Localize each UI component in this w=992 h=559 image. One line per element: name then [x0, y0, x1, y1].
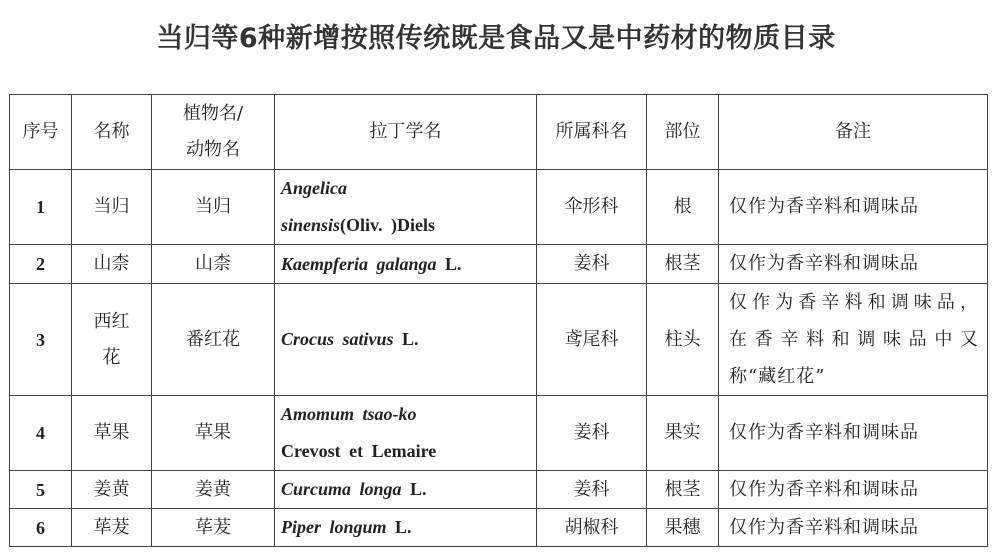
- cell-name: 当归: [72, 170, 152, 245]
- cell-plant-name: 姜黄: [152, 471, 275, 509]
- note-line3: 称“藏红花”: [729, 366, 826, 387]
- cell-note: 仅作为香辛料和调味品: [719, 471, 988, 509]
- cell-family: 胡椒科: [537, 509, 647, 547]
- latin-species: sinensis: [281, 215, 341, 235]
- table-row: [10, 471, 988, 509]
- note-line1: 仅作为香辛料和调味品，: [729, 292, 979, 313]
- latin-author: L.: [401, 479, 427, 499]
- latin-genus: Angelica: [281, 178, 347, 198]
- latin-binomial: Amomum tsao-ko: [281, 404, 417, 424]
- cell-latin: [275, 396, 537, 471]
- latin-author: Crevost et Lemaire: [281, 441, 437, 461]
- page-title: 当归等6种新增按照传统既是食品又是中药材的物质目录: [156, 23, 836, 54]
- table-header-row: [10, 95, 988, 170]
- header-plant-name: [152, 95, 275, 170]
- cell-plant-name: 当归: [152, 170, 275, 245]
- cell-note: 仅作为香辛料和调味品: [719, 170, 988, 245]
- header-index: 序号: [10, 95, 72, 170]
- cell-family: 伞形科: [537, 170, 647, 245]
- note-line2: 在香辛料和调味品中又: [729, 329, 979, 350]
- cell-note: 仅作为香辛料和调味品: [719, 509, 988, 547]
- cell-name: 山柰: [72, 245, 152, 284]
- cell-plant-name: 草果: [152, 396, 275, 471]
- cell-latin: [275, 509, 537, 547]
- cell-part: 根茎: [647, 471, 719, 509]
- latin-binomial: Crocus sativus: [281, 329, 394, 349]
- table-row: [10, 509, 988, 547]
- cell-part: 根: [647, 170, 719, 245]
- cell-family: 姜科: [537, 471, 647, 509]
- cell-plant-name: 山柰: [152, 245, 275, 284]
- cell-name: 姜黄: [72, 471, 152, 509]
- table-row: [10, 396, 988, 471]
- cell-family: 姜科: [537, 396, 647, 471]
- latin-binomial: Kaempferia galanga: [281, 253, 437, 274]
- cell-name: [72, 284, 152, 396]
- latin-author: L.: [436, 253, 462, 274]
- latin-author: (Oliv. )Diels: [340, 215, 436, 235]
- substance-table: [9, 94, 988, 547]
- cell-plant-name: 番红花: [152, 284, 275, 396]
- cell-name-line1: 西红: [93, 310, 130, 332]
- header-plant-name-line1: 植物名/: [182, 103, 244, 124]
- header-family: 所属科名: [537, 95, 647, 170]
- latin-binomial: Curcuma longa: [281, 479, 402, 499]
- cell-index: 2: [10, 245, 72, 284]
- header-note: 备注: [719, 95, 988, 170]
- table-row: [10, 245, 988, 284]
- header-part: 部位: [647, 95, 719, 170]
- cell-latin: [275, 170, 537, 245]
- cell-index: 3: [10, 284, 72, 396]
- cell-index: 4: [10, 396, 72, 471]
- cell-part: 果穗: [647, 509, 719, 547]
- table-row: [10, 170, 988, 245]
- table-row: [10, 284, 988, 396]
- cell-index: 5: [10, 471, 72, 509]
- cell-part: 根茎: [647, 245, 719, 284]
- cell-note: [719, 284, 988, 396]
- cell-index: 1: [10, 170, 72, 245]
- cell-part: 果实: [647, 396, 719, 471]
- cell-name: 草果: [72, 396, 152, 471]
- cell-latin: [275, 284, 537, 396]
- header-name: 名称: [72, 95, 152, 170]
- cell-family: 鸢尾科: [537, 284, 647, 396]
- cell-name: 荜茇: [72, 509, 152, 547]
- latin-author: L.: [393, 329, 419, 349]
- latin-binomial: Piper longum: [281, 517, 387, 537]
- cell-latin: [275, 471, 537, 509]
- cell-latin: [275, 245, 537, 284]
- cell-plant-name: 荜茇: [152, 509, 275, 547]
- latin-author: L.: [386, 517, 412, 537]
- header-latin: 拉丁学名: [275, 95, 537, 170]
- cell-index: 6: [10, 509, 72, 547]
- header-plant-name-line2: 动物名: [186, 139, 240, 160]
- cell-part: 柱头: [647, 284, 719, 396]
- cell-note: 仅作为香辛料和调味品: [719, 396, 988, 471]
- cell-note: 仅作为香辛料和调味品: [719, 245, 988, 284]
- cell-name-line2: 花: [102, 346, 121, 368]
- cell-family: 姜科: [537, 245, 647, 284]
